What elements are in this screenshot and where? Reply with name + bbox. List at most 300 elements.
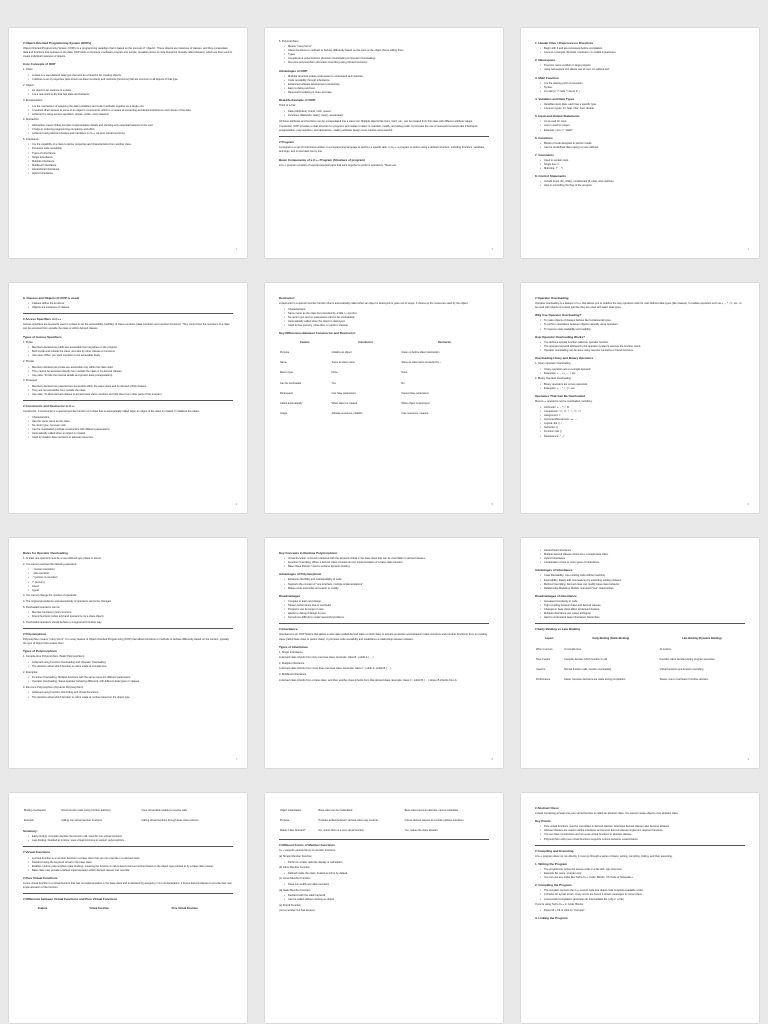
bullet-list (541, 889, 745, 901)
table-header-cell: Feature (300, 341, 310, 345)
section-heading: # Abstract Class: (535, 806, 560, 810)
bullet-list (541, 368, 745, 376)
table-row (279, 348, 489, 358)
table-cell: Return type (280, 371, 293, 375)
list-item: • Example: cout << "Hello"; (541, 129, 745, 133)
bullet-list (541, 47, 745, 55)
bullet-list (541, 406, 745, 439)
table-row (279, 409, 489, 419)
table-cell: Uses virtual table (vtable) to resolve calls (141, 809, 187, 812)
section-heading: Key Differences Between Constructor and Destructor: (279, 331, 357, 336)
list-item: • Achieved using Function Overloading and Operator Overloading. (29, 661, 233, 665)
bullet-list (29, 346, 233, 358)
bullet-list (29, 89, 233, 97)
list-item: • Function call: () (541, 430, 745, 434)
paragraph: 2. Object: (23, 83, 35, 87)
paragraph: 2. Multiple Inheritance (279, 661, 305, 665)
section-heading: Operators That Can Be Overloaded (535, 394, 586, 399)
document-page (9, 793, 247, 1023)
list-item: • To improve code readability and usability. (541, 328, 745, 332)
list-item: • Characteristics: (285, 308, 489, 312)
table-cell: Purpose (280, 819, 290, 823)
list-item: • Press Alt + F9 or click on "Compile". (541, 909, 745, 913)
list-item: • The programmer writes the source code in a file with .cpp extension. (541, 868, 745, 872)
paragraph: 3. Multilevel Inheritance (279, 673, 307, 677)
bullet-list (541, 549, 745, 565)
list-item: • Complex to learn and design. (285, 600, 489, 604)
table-cell: Allocate resources, initialize (331, 411, 363, 415)
list-item: • Help in controlling the flow of the program. (541, 184, 745, 188)
section-heading: 8. Control Statements (535, 174, 567, 179)
table-cell: Calling virtual functions through base class pointers (141, 819, 199, 823)
list-item: • Has the same name as the class. (29, 420, 233, 424)
list-item: • The decision about which function to call is made at runtime based on the object type. (29, 696, 233, 700)
list-item: • Can be overloaded (multiple constructors with different parameters). (29, 428, 233, 432)
paragraph: Inheritance is an OOP feature that allows a new class (called derived class or child class) to acquire properties and behaviors (data members and member functions) from an existing class (called base class or parent class). It promotes code reusability and establishes a relationship between classes. (279, 633, 488, 641)
list-item: • Use case: When you want members to be accessible freely. (29, 354, 233, 358)
document-page (521, 28, 759, 258)
list-item: • Use case: To allow derived classes to access base class members but hide them from other parts of the program. (29, 393, 233, 397)
section-heading: How Operator Overloading Works? (535, 334, 585, 339)
list-item: • You can use any editor like Turbo C++, Code::Blocks, VS Code or Notepad++. (541, 876, 745, 880)
list-item: • Variables store data, each has a specific type. (541, 103, 745, 107)
list-item: • Achieved by using access specifiers: private, public, and protected. (29, 113, 233, 117)
comparison-table (279, 806, 489, 836)
paragraph: 1. Class: (23, 68, 34, 72)
section-divider (279, 623, 489, 624)
paragraph: A C++ program does not run directly. It must go through a series of steps: writing, compiling, linking, and then executing. (535, 854, 673, 858)
list-item: • Syntax: (541, 86, 745, 90)
section-heading: Disadvantages (279, 593, 301, 598)
table-header-row (23, 904, 233, 914)
list-item: • Changes in base class affect all derived classes. (541, 608, 745, 612)
section-heading: Advantages of Inheritance (535, 568, 573, 573)
list-item: • Automatically called when the object is destroyed. (285, 320, 489, 324)
table-cell: Forces derived classes to override (defines interface) (404, 819, 464, 823)
bullet-list (541, 909, 745, 913)
table-cell: Cannot have parameters (401, 391, 429, 395)
list-item: • The decision about which function to call is made at compile time. (29, 665, 233, 669)
list-item: • Hierarchical Inheritance (541, 549, 745, 553)
list-item: • Declared using the keyword virtual in the base class. (29, 861, 233, 865)
table-cell: When object is destroyed (401, 401, 430, 405)
list-item: • Used to explain code. (541, 159, 745, 163)
list-item: • Relationship Modeling: Models real-world "is-a" relationships. (541, 587, 745, 591)
table-cell: Object instantiation (280, 809, 302, 812)
section-heading: Overloading Unary and Binary Operators (535, 356, 594, 361)
bullet-list (541, 383, 745, 391)
section-heading: Advantages of OOP: (279, 68, 309, 73)
list-item: • Types: (285, 53, 489, 57)
list-item: • Code reusability through inheritance. (285, 79, 489, 83)
page-number: 9 (747, 757, 749, 761)
table-row (535, 675, 745, 685)
section-heading: # Different Forms of Member Functions (279, 843, 336, 848)
list-item: • Same name as the class but preceded by a tilde (~) symbol. (285, 312, 489, 316)
paragraph: 2. Binary Operator Overloading (535, 377, 571, 381)
table-cell: Compiler decides which function to call (564, 657, 608, 661)
paragraph: 4. The original precedence and associativity of operators cannot be changed. (23, 599, 112, 603)
bullet-list (29, 661, 233, 669)
list-item: • Members declared as private are accessible only within the class itself. (29, 366, 233, 370)
list-item: • Used to free memory, close files, or perform cleanup. (285, 324, 489, 328)
bullet-list (29, 143, 233, 176)
bullet-list (541, 825, 745, 841)
paragraph: (c) Const Member Function (279, 877, 311, 881)
bullet-list (285, 45, 489, 65)
list-item: • Dereference: *, -> (541, 435, 745, 439)
table-cell: Faster, because decisions are made during compilation (564, 677, 626, 681)
list-item: • Logical: &&, ||, ! (541, 422, 745, 426)
table-header-row (535, 635, 745, 645)
bullet-list (29, 611, 233, 619)
section-heading: # Polymorphism (23, 631, 47, 636)
section-heading: Types of Polymorphism (23, 649, 57, 654)
section-divider (23, 893, 233, 894)
list-item: • You define a special function called an operator function. (541, 341, 745, 345)
paragraph: A pure virtual function is a virtual function that has no implementation in the base class and is declared by assigning = 0 in its declaration. It forces derived classes to provide their own implementation of the function. (23, 882, 232, 890)
paragraph: 6. Polymorphism: (279, 39, 300, 43)
table-row (279, 399, 489, 409)
list-item: • Arithmetic: +, -, *, /, % (541, 406, 745, 410)
list-item: • Defined inside the class; treated as inline by default. (285, 872, 489, 876)
document-page (521, 793, 759, 1023)
table-cell: Free resources, cleanup (401, 411, 429, 415)
paragraph: Access specifiers are keywords used in a class to set the accessibility (visibility) of class members (data members and member functions). They control how the members of a class can be accessed from outside the class or within derived classes. (23, 323, 230, 331)
section-heading: Key Points: (535, 819, 552, 824)
bullet-list (29, 691, 233, 699)
table-header-cell: Pure Virtual Function (171, 907, 198, 911)
list-item: • Achieved using abstract classes and interfaces (in C++ via pure virtual functions). (29, 132, 233, 136)
table-row (23, 806, 233, 816)
bullet-list (285, 600, 489, 620)
paragraph: 5. Overloaded operators can be: (23, 605, 61, 609)
table-cell: Virtual functions and function overriding (659, 667, 704, 671)
list-item: • Data (Attributes): brand, color, speed (285, 110, 489, 114)
list-item: • Allows functions or methods to behave differently based on the input or the object that is calling them. (285, 49, 489, 53)
paragraph: Most C++ operators can be overloaded, including: (535, 400, 593, 404)
section-heading: 2. Namespace (535, 58, 556, 63)
list-item: • cin is used for input (541, 120, 745, 124)
section-heading: # Object-Oriented Programming System (OOPs) (23, 41, 92, 45)
section-heading: Disadvantages of Inheritance (535, 593, 577, 598)
section-heading: 3. Main Function (535, 75, 559, 80)
comparison-table (23, 904, 233, 914)
list-item: • Members declared as protected are accessible within the same class and by derived (child) classes. (29, 385, 233, 389)
section-divider (23, 400, 233, 401)
table-cell: Yes, makes the class abstract (404, 829, 438, 833)
bullet-list (29, 385, 233, 397)
paragraph: (b) Inline Member Function (279, 866, 310, 870)
paragraph: (d) Static Member Function (279, 888, 311, 892)
table-row (23, 816, 233, 826)
table-header-cell: Destructor (438, 341, 452, 345)
paragraph: 1. Unary Operator Overloading (535, 362, 571, 366)
list-item: • Abstract classes are used to define interfaces and ensure derived classes implement required functions. (541, 829, 745, 833)
paragraph: 1. Compile-time Polymorphism (Static Polymorphism) (23, 655, 85, 659)
list-item: • Modular structure makes code easier to understand and maintain. (285, 75, 489, 79)
table-cell: Yes (331, 381, 336, 385)
list-item: • It checks for syntax errors. If any errors are found, it shows messages to correct them. (541, 893, 745, 897)
section-divider (279, 136, 489, 137)
paragraph: A C++ program consists of several essential parts that work together to perform operations. These are: (279, 163, 397, 167)
list-item: • Function Overriding: When a derived class provides its own implementation of a base class function. (285, 561, 489, 565)
list-item: • Enables runtime polymorphism (late binding), meaning the function to call is determined at runtime based on the object type pointed to by a base class pointer. (29, 865, 233, 869)
table-cell: When it occurs (536, 647, 553, 651)
list-item: • Supports the concept of "one interface, multiple implementations". (285, 583, 489, 587)
paragraph: 2. Private (23, 360, 34, 364)
section-heading: 9. Classes and Objects (if OOP is used) (23, 296, 79, 300)
list-item: • using namespace std; allows use of cout, cin without std::. (541, 68, 745, 72)
list-item: • Means "many forms". (285, 45, 489, 49)
table-cell: Base class becomes abstract; cannot instantiate (404, 809, 459, 812)
list-item: • The compiler converts the C++ source code into object code (machine-readable code). (541, 889, 745, 893)
table-cell: Clean up before object destruction (401, 351, 440, 355)
section-heading: # Access Specifiers in C++ (23, 317, 62, 322)
section-heading: Why Use Operator Overloading? (535, 313, 582, 318)
comparison-table (279, 338, 489, 419)
list-item: • Objects are instances of classes. (29, 306, 233, 310)
table-cell: Direct function calls (using function address) (61, 809, 111, 812)
page-number: 5 (491, 502, 493, 506)
table-cell: Can have parameters (331, 391, 356, 395)
list-item: • Sometimes difficult to model real-world problems. (285, 616, 489, 620)
list-item: • It is the mechanism of wrapping the data (variables) and code (methods) together as a single unit. (29, 105, 233, 109)
table-row (279, 389, 489, 399)
paragraph: 3. You cannot change the number of operands. (23, 594, 77, 598)
paragraph: Operator overloading is a feature in C++ that allows you to redefine the way operators work for user-defined data types (like classes). It enables operators such as +, -, *, ==, etc., to be used with objects of a class just like they are used with basic data types. (535, 302, 742, 310)
paragraph: A class containing at least one pure virtual function is called an abstract class. You cannot create objects of an abstract class. (535, 812, 679, 816)
bullet-list (541, 574, 745, 590)
list-item: • Begin with # and are processed before compilation. (541, 47, 745, 51)
bullet-list (541, 120, 745, 132)
document-page (9, 283, 247, 513)
paragraph: 2. You cannot overload the following operators: (23, 562, 77, 566)
list-item: • The operator keyword followed by the operator symbol is used as the function name. (541, 345, 745, 349)
section-heading: # Inheritance (279, 627, 298, 632)
list-item: • It is a real-world entity that has state and behavior. (29, 93, 233, 97)
bullet-list (29, 857, 233, 873)
list-item: • To make objects of classes behave like fundamental types. (541, 319, 745, 323)
table-row (279, 358, 489, 368)
list-item: • No return type, not even void. (29, 424, 233, 428)
list-item: • Common types: int, float, char, bool, double (541, 107, 745, 111)
document-page (9, 538, 247, 768)
bullet-list (285, 861, 489, 865)
list-item: • Base class may provide a default implementation which derived classes can override. (29, 869, 233, 873)
list-item: • Late binding: Decided at runtime; uses virtual functions to support polymorphism. (29, 839, 233, 843)
page-number: 2 (491, 247, 493, 251)
list-item: • It defines a set of properties (also known as data members) and methods (functions) that are common to all objects of that type. (29, 78, 233, 82)
list-item: • Used to initialize data members or allocate resources. (29, 436, 233, 440)
section-heading: Types of Access Specifiers (23, 334, 62, 339)
table-cell: Function call is decided during program execution (659, 657, 715, 661)
list-item: • Hybrid Inheritance (29, 172, 233, 176)
paragraph: 2. Examples: (23, 670, 38, 674)
list-item: • Characteristics: (29, 416, 233, 420)
paragraph: Constructor: A constructor is a special member function of a class that is automatically called when an object of the class is created. It initializes the object. (23, 410, 200, 414)
list-item: • Examples: +, -, ++, --, !, etc. (541, 372, 745, 376)
list-item: • Does not modify any data members. (285, 883, 489, 887)
list-item: • Multiple derived classes inherit from a single base class. (541, 553, 745, 557)
section-heading: # Constructor and Destructor in C++ (23, 404, 75, 409)
table-row (279, 826, 489, 836)
list-item: • Hierarchical Inheritance (29, 168, 233, 172)
paragraph: A derived class inherits from more than one base class. Example: class C : public A, public B { ... } (279, 667, 392, 671)
list-item: • . (dot operator) (29, 572, 233, 576)
table-cell: Example (24, 819, 34, 823)
section-heading: 6. Functions (535, 135, 553, 140)
table-header-cell: Late Binding (Dynamic Binding) (682, 637, 722, 641)
paragraph: (not a member but has access) (279, 909, 315, 913)
table-cell: Calling non-virtual member functions (61, 819, 102, 823)
section-heading: # Operator Overloading (535, 296, 569, 300)
list-item: • Assignment: = (541, 414, 745, 418)
table-cell: Name (280, 361, 287, 365)
table-row (279, 379, 489, 389)
list-item: • Compile-time polymorphism (Function Overloading & Operator Overloading) (285, 57, 489, 61)
table-cell: At runtime (659, 647, 672, 651)
comparison-table (23, 806, 233, 826)
bullet-list (541, 82, 745, 94)
list-item: • Combination of two or more types of inheritance. (541, 561, 745, 565)
table-row (279, 806, 489, 816)
table-cell: Slower, due to overhead of runtime decision (659, 677, 709, 681)
list-item: • Multiple Inheritance (29, 160, 233, 164)
table-cell: Parameters (280, 391, 293, 395)
list-item: • Extensibility: Easily add new features by extending existing classes. (541, 579, 745, 583)
paragraph: If you're using Turbo C++ or Code::Blocks: (535, 903, 584, 907)
table-cell: Performance (536, 677, 551, 681)
list-item: • Pure virtual functions must be overridden in derived classes, otherwise derived classes also become abstract. (541, 825, 745, 829)
bullet-list (29, 124, 233, 136)
paragraph: 6. Overloaded operators should behave in a logical and intuitive way. (23, 620, 102, 624)
table-header-row (279, 338, 489, 348)
list-item: • Types of Inheritance: (29, 152, 233, 156)
table-cell: Can be overloaded (280, 381, 302, 385)
bullet-list (29, 74, 233, 82)
paragraph: All these attributes and functions can be encapsulated into a class Car. Multiple objects like Car1, Car2, etc., can be created from this class with different attribute values. (279, 119, 473, 123)
section-heading: # Early Binding vs Late Binding (535, 627, 581, 632)
list-item: • Function Overloading: Multiple functions with the same name but different parameters. (29, 676, 233, 680)
section-heading: 4. Variables and Data Types (535, 96, 575, 101)
document-page (521, 538, 759, 768)
list-item: • Performs a basic task like display or calculation. (285, 861, 489, 865)
bullet-list (541, 180, 745, 188)
table-cell: Binding mechanism (24, 809, 46, 812)
list-item: • Virtual Function: A function declared with the keyword virtual in the base class that can be overridden in derived classes. (285, 557, 489, 561)
list-item: • Binary operators act on two operands. (541, 383, 745, 387)
list-item: • A virtual function is a member function in a base class that you can override in a derived class. (29, 857, 233, 861)
bullet-list (285, 883, 489, 887)
paragraph: 3. Encapsulation: (23, 99, 43, 103)
list-item: • Include loops (for, while), conditionals (if, else), and switches. (541, 180, 745, 184)
section-heading: # Program (279, 140, 294, 145)
section-heading: # Virtual Functions (23, 850, 50, 855)
list-item: • Operator overloading can be done using member functions or friend functions. (541, 349, 745, 353)
list-item: • Both inside and outside the class, and also by other classes or functions. (29, 350, 233, 354)
list-item: • Single Inheritance (29, 156, 233, 160)
document-page (265, 793, 503, 1023)
list-item: • Early binding: Compiler decides the function call; used for non-virtual functions. (29, 835, 233, 839)
bullet-list (29, 676, 233, 684)
comparison-table (535, 635, 745, 685)
bullet-list (541, 142, 745, 150)
list-item: • Operator Overloading: Same operator behaving differently with different data types or classes. (29, 680, 233, 684)
section-heading: Real-life Example of OOP: (279, 98, 317, 103)
list-item: • It helps in reducing programming complexity and effort. (29, 128, 233, 132)
bullet-list (541, 868, 745, 880)
paragraph: Think of a Car: (279, 104, 297, 108)
paragraph: 4. Abstraction: (23, 118, 40, 122)
list-item: • Unary operators act on a single operand. (541, 368, 745, 372)
section-divider (279, 839, 489, 840)
table-header-cell: Constructor (358, 341, 373, 345)
section-heading: # Difference between Virtual Functions and Pure Virtual Functions (23, 897, 118, 902)
section-heading: Core Concepts of OOP (23, 62, 56, 67)
list-item: • Subscript: [] (541, 426, 745, 430)
list-item: • Example file name: program.cpp (541, 872, 745, 876)
list-item: • typeid (29, 589, 233, 593)
table-cell: At compile time (564, 647, 582, 651)
list-item: • To perform operations between objects naturally using operators. (541, 323, 745, 327)
paragraph: C++ supports various forms of member functions: (279, 849, 336, 853)
list-item: • Common example: #include <iostream> to enable input/output. (541, 51, 745, 55)
section-heading: Types of Inheritance (279, 644, 308, 649)
list-item: • Declared with the static keyword. (285, 894, 489, 898)
list-item: • Can be called without creating an object. (285, 898, 489, 902)
list-item: • :: (scope resolution) (29, 568, 233, 572)
list-item: • .* (pointer-to-member) (29, 576, 233, 580)
list-item: • Friend functions (when left-hand operand is not a class object) (29, 615, 233, 619)
paragraph: Polymorphism means "many forms". It is a key feature of Object-Oriented Programming (OOP) that allows functions or methods to behave differently based on the context, typically the type of object that invokes them. (23, 638, 229, 646)
list-item: • Enhances flexibility and maintainability of code. (285, 578, 489, 582)
table-cell: When object is created (331, 401, 358, 405)
section-heading: # Pure Virtual Functions (23, 875, 58, 880)
list-item: • Makes code extensible and easier to modify. (285, 587, 489, 591)
table-cell: Makes Class Abstract? (280, 829, 306, 833)
section-heading: 2. Compiling the Program (535, 883, 572, 888)
list-item: • Can be predefined (like main()) or user-defined. (541, 146, 745, 150)
list-item: • They cannot be accessed directly from outside the class or by derived classes. (29, 370, 233, 374)
table-cell: No, unless there is a pure virtual function (318, 829, 364, 833)
page-number: 4 (235, 502, 237, 506)
bullet-list (29, 835, 233, 843)
page-number: 6 (747, 502, 749, 506)
page-number: 7 (235, 757, 237, 761)
list-item: • Hybrid Inheritance (541, 557, 745, 561)
list-item: • ?: (ternary) (29, 581, 233, 585)
document-page (265, 538, 503, 768)
list-item: • Method Overriding: Derived class can modify base class behavior. (541, 583, 745, 587)
list-item: • It is the capability of a class to derive properties and characteristics from another class. (29, 143, 233, 147)
paragraph: (a) Simple Member Function (279, 854, 312, 858)
list-item: • Run-time polymorphism (Function Overriding using Virtual Functions) (285, 61, 489, 65)
page-number: 3 (747, 247, 749, 251)
bullet-list (285, 557, 489, 569)
list-item: • Increased complexity in code. (541, 600, 745, 604)
list-item: • Tight coupling between base and derived classes. (541, 604, 745, 608)
table-cell: Called automatically (280, 401, 303, 405)
table-cell: Usage (280, 411, 288, 415)
section-divider (23, 846, 233, 847)
bullet-list (285, 894, 489, 902)
section-heading: Key Concepts in Runtime Polymorphism: (279, 551, 339, 555)
table-row (535, 655, 745, 665)
table-cell: None (401, 371, 408, 375)
bullet-list (29, 416, 233, 441)
paragraph: 1. Single Inheritance (279, 650, 303, 654)
